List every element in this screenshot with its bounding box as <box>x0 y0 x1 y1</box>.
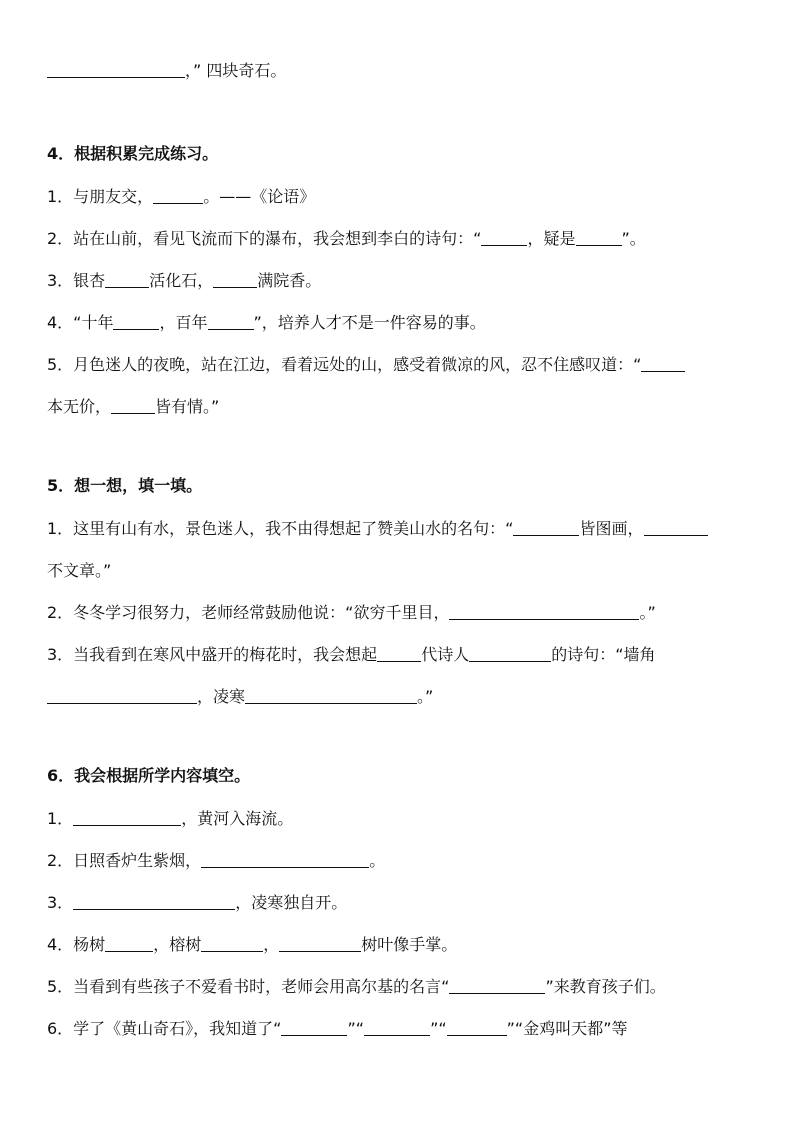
answer-blank[interactable] <box>364 1019 430 1036</box>
text: 本无价， <box>47 397 112 416</box>
text: 2．日照香炉生紫烟， <box>47 851 202 870</box>
text: 的诗句：“墙角 <box>551 645 656 664</box>
text: ”来教育孩子们。 <box>545 977 666 996</box>
s5-question-1-cont <box>47 560 111 582</box>
answer-blank[interactable] <box>449 603 639 620</box>
answer-blank[interactable] <box>47 687 197 704</box>
s4-question-3 <box>47 270 321 292</box>
text: 满院香。 <box>257 271 322 290</box>
text: 4．“十年 <box>47 313 114 332</box>
section-4-title: 4．根据积累完成练习。 <box>47 144 219 163</box>
text: ”，培养人才不是一件容易的事。 <box>253 313 486 332</box>
text: ，黄河入海流。 <box>181 809 294 828</box>
s5-question-2 <box>47 602 656 624</box>
text: 1．与朋友交， <box>47 187 154 206</box>
s4-question-5 <box>47 354 685 376</box>
text: 。 <box>369 851 386 870</box>
answer-blank[interactable] <box>208 313 254 330</box>
text: 皆图画， <box>579 519 644 538</box>
answer-blank[interactable] <box>513 519 579 536</box>
s6-question-3 <box>47 892 347 914</box>
text: ， <box>263 935 280 954</box>
answer-blank[interactable] <box>201 935 263 952</box>
s5-question-3 <box>47 644 656 666</box>
s5-question-1 <box>47 518 708 540</box>
s6-question-2 <box>47 850 385 872</box>
s4-question-4 <box>47 312 486 334</box>
text: 5．月色迷人的夜晚，站在江边，看着远处的山，感受着微凉的风，忍不住感叹道：“ <box>47 355 642 374</box>
text: 1．这里有山有水，景色迷人，我不由得想起了赞美山水的名句：“ <box>47 519 514 538</box>
text: 代诗人 <box>421 645 470 664</box>
text: 3．银杏 <box>47 271 106 290</box>
answer-blank[interactable] <box>153 187 203 204</box>
answer-blank[interactable] <box>47 61 185 78</box>
section-6-title: 6．我会根据所学内容填空。 <box>47 766 251 785</box>
text: 6．学了《黄山奇石》，我知道了“ <box>47 1019 282 1038</box>
text: 4．杨树 <box>47 935 106 954</box>
answer-blank[interactable] <box>644 519 708 536</box>
answer-blank[interactable] <box>469 645 551 662</box>
text: 树叶像手掌。 <box>361 935 458 954</box>
text: 3．当我看到在寒风中盛开的梅花时，我会想起 <box>47 645 378 664</box>
text: ”“金鸡叫天都”等 <box>506 1019 628 1038</box>
answer-blank[interactable] <box>113 313 159 330</box>
text: 皆有情。” <box>155 397 220 416</box>
text: 3． <box>47 893 74 912</box>
text: 2．冬冬学习很努力，老师经常鼓励他说：“欲穷千里目， <box>47 603 450 622</box>
text: ”“ <box>430 1019 447 1038</box>
s4-question-2 <box>47 228 646 250</box>
answer-blank[interactable] <box>73 809 181 826</box>
answer-blank[interactable] <box>73 893 235 910</box>
answer-blank[interactable] <box>281 1019 347 1036</box>
text: ”。 <box>621 229 646 248</box>
answer-blank[interactable] <box>279 935 361 952</box>
answer-blank[interactable] <box>245 687 417 704</box>
text: 。” <box>417 687 434 706</box>
section-5-title: 5．想一想，填一填。 <box>47 476 203 495</box>
text: 2．站在山前，看见飞流而下的瀑布，我会想到李白的诗句：“ <box>47 229 482 248</box>
answer-blank[interactable] <box>449 977 545 994</box>
text: 。” <box>639 603 656 622</box>
s6-question-4 <box>47 934 457 956</box>
text: ，” 四块奇石。 <box>185 61 287 80</box>
answer-blank[interactable] <box>576 229 622 246</box>
text: ，榕树 <box>153 935 202 954</box>
answer-blank[interactable] <box>213 271 257 288</box>
text: ，疑是 <box>527 229 576 248</box>
s6-question-1 <box>47 808 293 830</box>
text: ”“ <box>347 1019 365 1038</box>
answer-blank[interactable] <box>641 355 685 372</box>
text: ，凌寒独自开。 <box>235 893 348 912</box>
s5-question-3-cont <box>47 686 433 708</box>
text: 不文章。” <box>47 561 112 580</box>
text: 活化石， <box>149 271 214 290</box>
s6-question-5 <box>47 976 666 998</box>
answer-blank[interactable] <box>111 397 155 414</box>
text: ，凌寒 <box>197 687 246 706</box>
answer-blank[interactable] <box>377 645 421 662</box>
text: ，百年 <box>159 313 208 332</box>
text: 1． <box>47 809 74 828</box>
continuation-line <box>47 60 286 82</box>
text: 。——《论语》 <box>203 187 316 206</box>
answer-blank[interactable] <box>105 935 153 952</box>
answer-blank[interactable] <box>447 1019 507 1036</box>
answer-blank[interactable] <box>105 271 149 288</box>
s4-question-5-cont <box>47 396 219 418</box>
answer-blank[interactable] <box>201 851 369 868</box>
text: 5．当看到有些孩子不爱看书时，老师会用高尔基的名言“ <box>47 977 450 996</box>
s4-question-1 <box>47 186 315 208</box>
s6-question-6 <box>47 1018 628 1040</box>
answer-blank[interactable] <box>481 229 527 246</box>
